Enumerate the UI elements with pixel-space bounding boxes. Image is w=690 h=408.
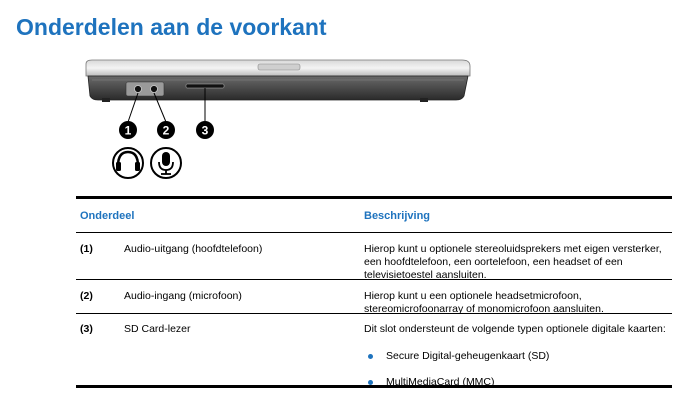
header-component: Onderdeel xyxy=(80,209,135,222)
bullet-icon xyxy=(368,380,373,385)
bullet-icon xyxy=(368,354,373,359)
headphones-icon xyxy=(113,148,143,178)
microphone-icon xyxy=(151,148,181,178)
card-type-list xyxy=(364,350,668,389)
svg-text:3: 3 xyxy=(201,123,209,138)
row-number: (1) xyxy=(80,243,93,255)
laptop-front-icon xyxy=(86,60,470,102)
callout-1 xyxy=(119,121,137,139)
row-description: Hierop kunt u optionele stereoluidsprekers met eigen versterker, een hoofdtelefoon, een oortelefoon, een headset of een televisietoestel aansluiten. xyxy=(364,243,662,281)
row-number: (2) xyxy=(80,290,93,302)
table-header xyxy=(76,199,672,232)
callout-3 xyxy=(196,121,214,139)
list-item: MultiMediaCard (MMC) xyxy=(364,376,668,389)
callout-2 xyxy=(157,121,175,139)
row-description: Hierop kunt u een optionele headsetmicrofoon, stereomicrofoonarray of monomicrofoon aansluiten. xyxy=(364,290,604,315)
row-component: SD Card-lezer xyxy=(124,323,191,335)
row-number: (3) xyxy=(80,323,93,335)
row-component: Audio-uitgang (hoofdtelefoon) xyxy=(124,243,263,255)
components-table xyxy=(76,196,672,388)
table-row xyxy=(76,233,672,280)
svg-text:1: 1 xyxy=(124,123,132,138)
list-item: Secure Digital-geheugenkaart (SD) xyxy=(364,350,668,363)
row-component: Audio-ingang (microfoon) xyxy=(124,290,242,302)
table-row xyxy=(76,280,672,314)
table-row xyxy=(76,314,672,388)
page-title: Onderdelen aan de voorkant xyxy=(16,14,327,40)
laptop-front-figure xyxy=(80,58,480,184)
row-description xyxy=(364,323,672,388)
header-description: Beschrijving xyxy=(364,209,431,222)
row-description-text: Dit slot ondersteunt de volgende typen optionele digitale kaarten: xyxy=(364,323,666,335)
svg-text:2: 2 xyxy=(162,123,170,138)
